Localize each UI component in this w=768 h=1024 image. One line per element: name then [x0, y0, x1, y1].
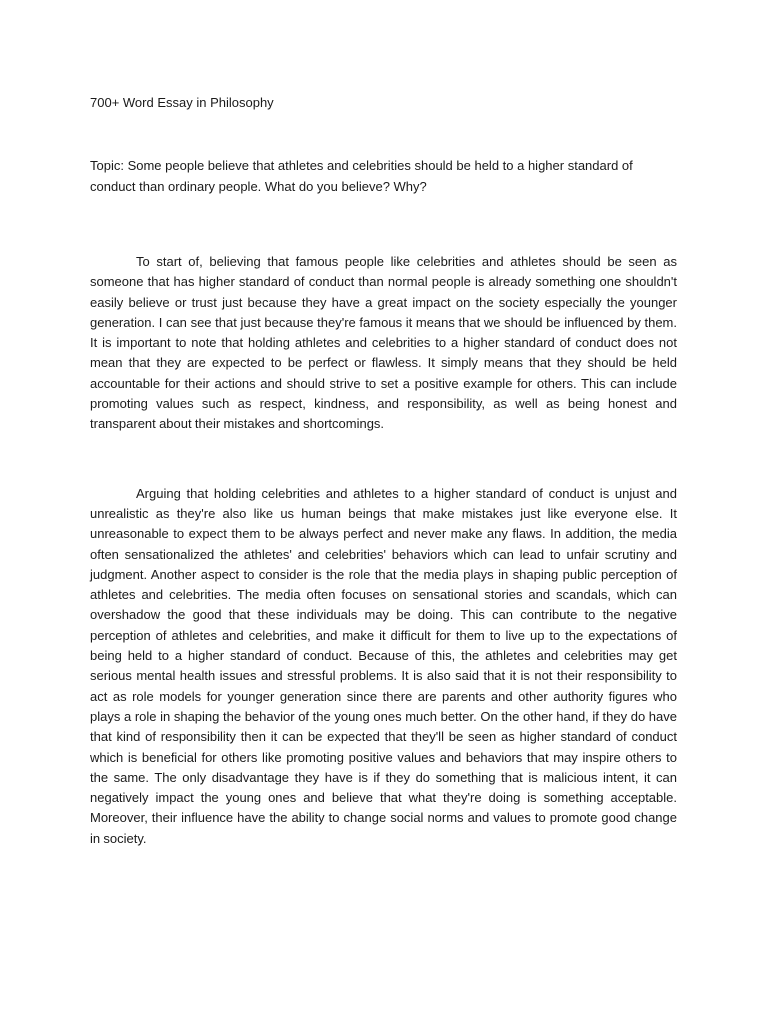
essay-topic: Topic: Some people believe that athletes and celebrities should be held to a higher standard of conduct than ordinary people. What do you believe? Why? [90, 158, 633, 194]
document-title: 700+ Word Essay in Philosophy [90, 95, 274, 110]
essay-paragraph-1: To start of, believing that famous people like celebrities and athletes should be seen as someone that has higher standard of conduct than normal people is already something one shouldn't easily believe or trust just because they have a great impact on the society especially the younger generation. I can see that just because they're famous it means that we should be influenced by them. It is important to note that holding athletes and celebrities to a higher standard of conduct does not mean that they are expected to be perfect or flawless. It simply means that they should be held accountable for their actions and should strive to set a positive example for others. This can include promoting values such as respect, kindness, and responsibility, as well as being honest and transparent about their mistakes and shortcomings. [90, 254, 677, 432]
essay-paragraph-2: Arguing that holding celebrities and athletes to a higher standard of conduct is unjust and unrealistic as they're also like us human beings that make mistakes just like everyone else. It unreasonable to expect them to be always perfect and never make any flaws. In addition, the media often sensationalized the athletes' and celebrities' behaviors which can lead to unfair scrutiny and judgment. Another aspect to consider is the role that the media plays in shaping public perception of athletes and celebrities. The media often focuses on sensational stories and scandals, which can overshadow the good that these individuals may be doing. This can contribute to the negative perception of athletes and celebrities, and make it difficult for them to live up to the expectations of being held to a higher standard of conduct. Because of this, the athletes and celebrities may get serious mental health issues and stressful problems. It is also said that it is not their responsibility to act as role models for younger generation since there are parents and other authority figures who plays a role in shaping the behavior of the young ones much better. On the other hand, if they do have that kind of responsibility then it can be expected that they'll be seen as higher standard of conduct which is beneficial for others like promoting positive values and behaviors that may inspire others to the same. The only disadvantage they have is if they do something that is malicious intent, it can negatively impact the young ones and believe that what they're doing is something acceptable. Moreover, their influence have the ability to change social norms and values to promote good change in society. [90, 485, 677, 846]
document-body [90, 93, 677, 849]
